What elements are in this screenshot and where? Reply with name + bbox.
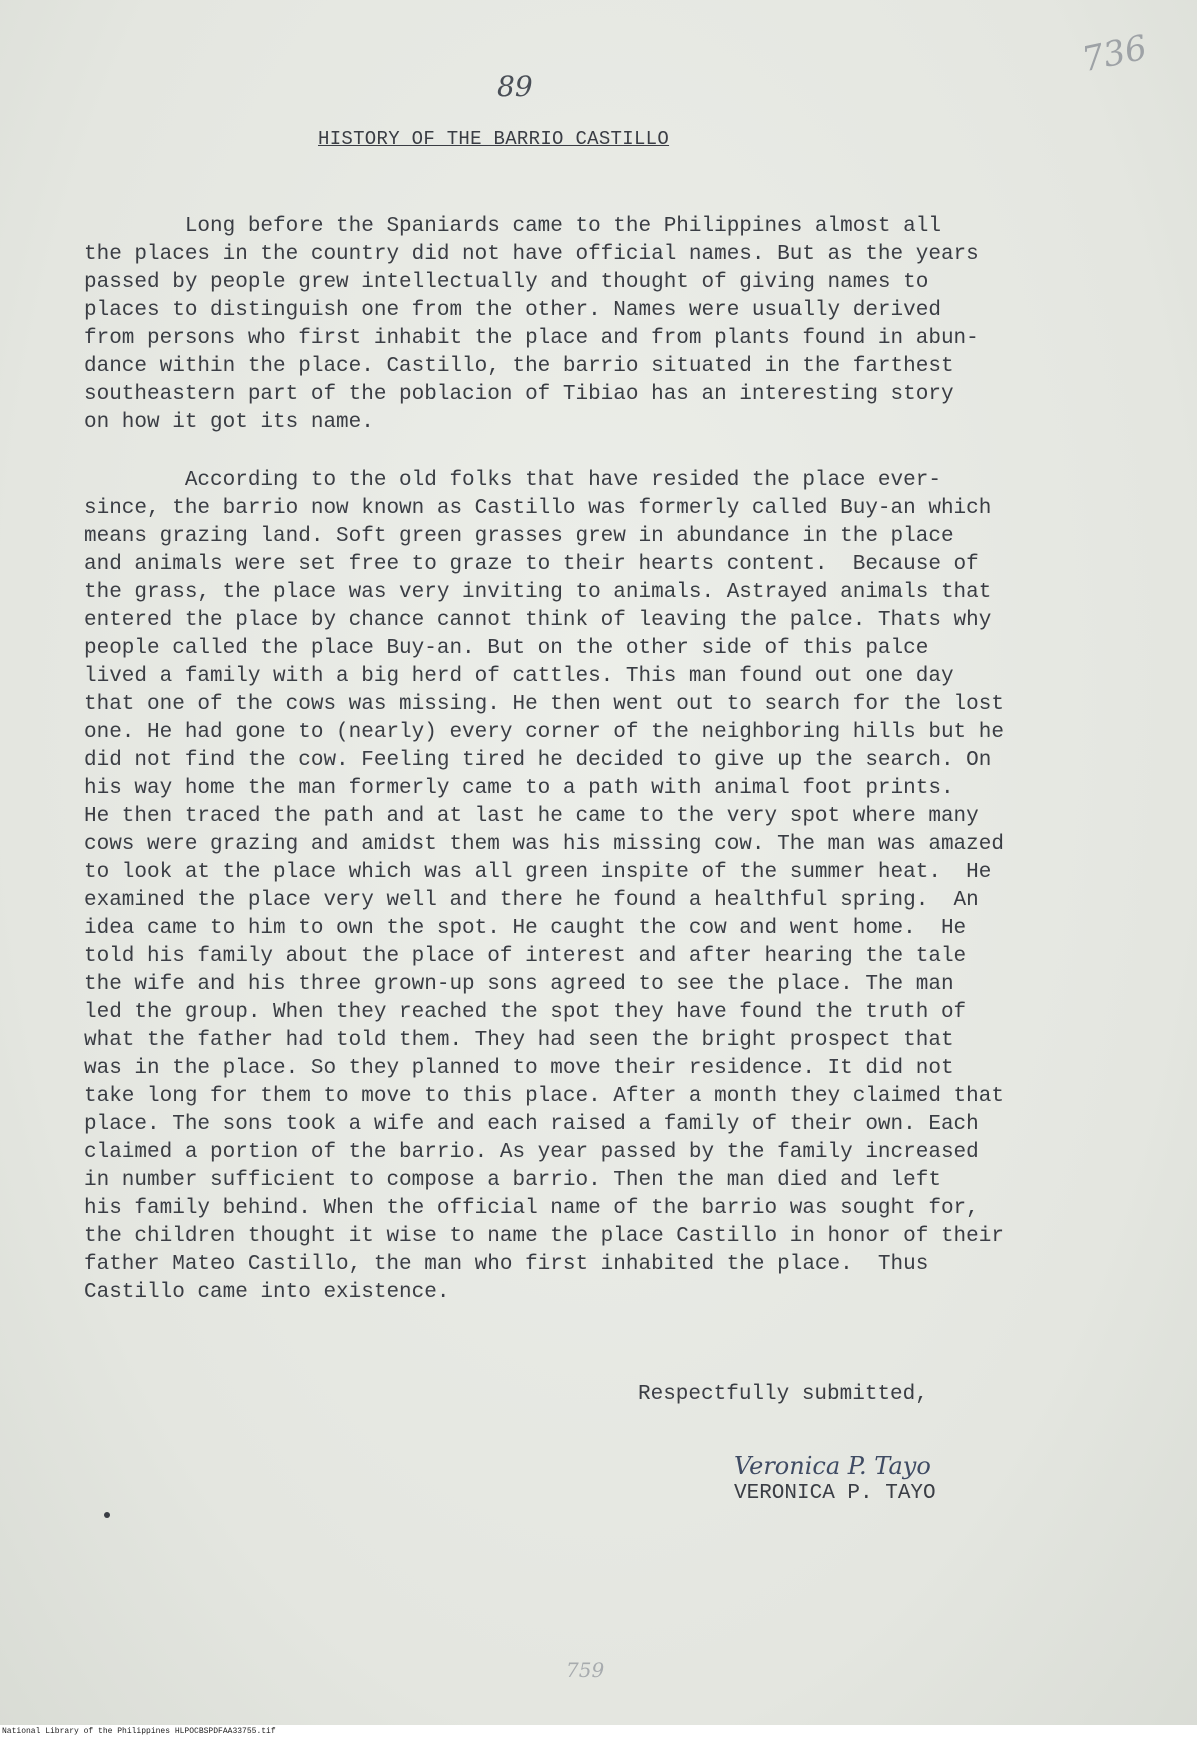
text-line: passed by people grew intellectually and thought of giving names to: [84, 271, 929, 294]
document-body: [84, 213, 1104, 1337]
text-line: what the father had told them. They had seen the bright prospect that: [84, 1029, 954, 1052]
text-line: on how it got its name.: [84, 411, 374, 434]
text-line: Long before the Spaniards came to the Philippines almost all: [84, 215, 941, 238]
scan-footer: National Library of the Philippines HLPOCBSPDFAA33755.tif: [0, 1725, 1197, 1739]
closing-line: Respectfully submitted,: [638, 1383, 928, 1406]
text-line: his way home the man formerly came to a path with animal foot prints.: [84, 777, 954, 800]
text-line: one. He had gone to (nearly) every corner of the neighboring hills but he: [84, 721, 1004, 744]
document-title: HISTORY OF THE BARRIO CASTILLO: [318, 128, 670, 150]
text-line: places to distinguish one from the other. Names were usually derived: [84, 299, 941, 322]
text-line: dance within the place. Castillo, the barrio situated in the farthest: [84, 355, 954, 378]
text-line: people called the place Buy-an. But on the other side of this palce: [84, 637, 929, 660]
paragraph-1: [84, 213, 1104, 437]
text-line: Castillo came into existence.: [84, 1281, 450, 1304]
text-line: that one of the cows was missing. He then went out to search for the lost: [84, 693, 1004, 716]
text-line: and animals were set free to graze to their hearts content. Because of: [84, 553, 979, 576]
text-line: means grazing land. Soft green grasses grew in abundance in the place: [84, 525, 954, 548]
text-line: the places in the country did not have official names. But as the years: [84, 243, 979, 266]
text-line: entered the place by chance cannot think of leaving the palce. Thats why: [84, 609, 992, 632]
text-line: told his family about the place of interest and after hearing the tale: [84, 945, 967, 968]
text-line: cows were grazing and amidst them was his missing cow. The man was amazed: [84, 833, 1004, 856]
text-line: examined the place very well and there he found a healthful spring. An: [84, 889, 979, 912]
text-line: father Mateo Castillo, the man who first inhabited the place. Thus: [84, 1253, 929, 1276]
text-line: the wife and his three grown-up sons agreed to see the place. The man: [84, 973, 954, 996]
text-line: idea came to him to own the spot. He caught the cow and went home. He: [84, 917, 967, 940]
text-line: lived a family with a big herd of cattles. This man found out one day: [84, 665, 954, 688]
text-line: the children thought it wise to name the place Castillo in honor of their: [84, 1225, 1004, 1248]
text-line: According to the old folks that have resided the place ever-: [84, 469, 941, 492]
handwritten-signature: Veronica P. Tayo: [734, 1452, 931, 1480]
text-line: from persons who first inhabit the place and from plants found in abun-: [84, 327, 979, 350]
corner-page-number: 736: [1078, 27, 1151, 81]
bottom-stamp-number: 759: [566, 1658, 605, 1682]
ink-dot: [104, 1512, 110, 1518]
page-number: 89: [497, 70, 533, 103]
text-line: did not find the cow. Feeling tired he decided to give up the search. On: [84, 749, 992, 772]
text-line: to look at the place which was all green inspite of the summer heat. He: [84, 861, 992, 884]
text-line: was in the place. So they planned to move their residence. It did not: [84, 1057, 954, 1080]
text-line: the grass, the place was very inviting to animals. Astrayed animals that: [84, 581, 992, 604]
signer-name: VERONICA P. TAYO: [734, 1482, 936, 1505]
text-line: led the group. When they reached the spot they have found the truth of: [84, 1001, 967, 1024]
paragraph-2: [84, 467, 1104, 1307]
text-line: in number sufficient to compose a barrio. Then the man died and left: [84, 1169, 941, 1192]
text-line: southeastern part of the poblacion of Tibiao has an interesting story: [84, 383, 954, 406]
text-line: place. The sons took a wife and each raised a family of their own. Each: [84, 1113, 979, 1136]
text-line: claimed a portion of the barrio. As year passed by the family increased: [84, 1141, 979, 1164]
text-line: He then traced the path and at last he came to the very spot where many: [84, 805, 979, 828]
text-line: his family behind. When the official name of the barrio was sought for,: [84, 1197, 979, 1220]
text-line: since, the barrio now known as Castillo was formerly called Buy-an which: [84, 497, 992, 520]
text-line: take long for them to move to this place. After a month they claimed that: [84, 1085, 1004, 1108]
